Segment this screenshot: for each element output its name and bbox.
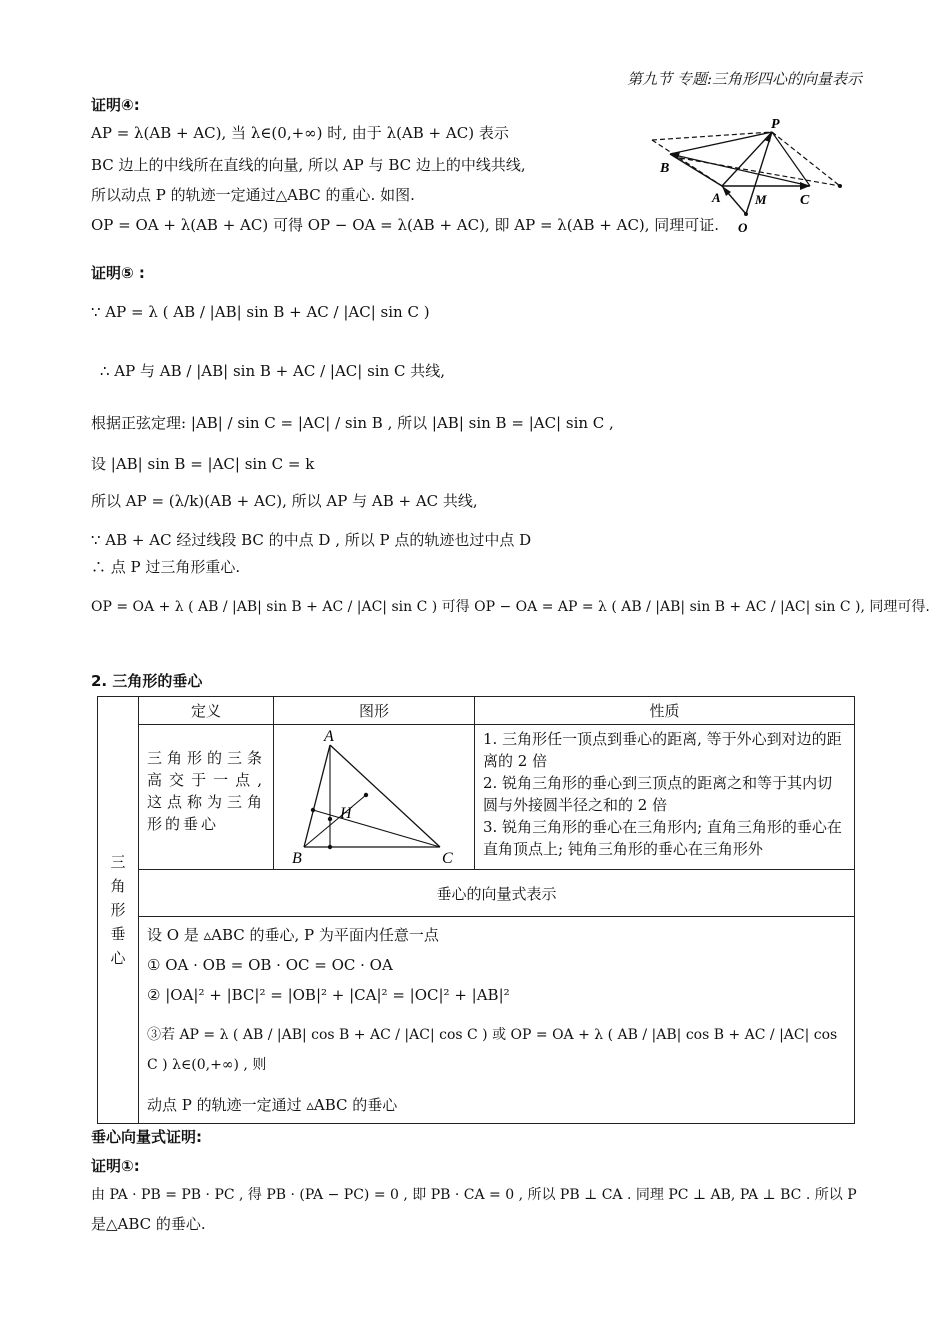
proof5-title: 证明⑤ : — [91, 264, 145, 282]
proof5-line7: ∴ 点 P 过三角形重心. — [91, 558, 241, 576]
properties-cell — [475, 725, 855, 870]
fig-label-O: O — [738, 220, 748, 235]
proof5-line5: 所以 AP = (λ/k)(AB + AC), 所以 AP 与 AB + AC 共线, — [91, 492, 478, 510]
ortho-proof-title: 垂心向量式证明: — [91, 1128, 202, 1146]
orthocenter-table — [97, 696, 855, 1124]
vector-line-2: ② |OA|² + |BC|² = |OB|² + |CA|² = |OC|² + |AB|² — [147, 986, 510, 1004]
fig2-label-C: C — [442, 850, 453, 865]
vector-form-title: 垂心的向量式表示 — [139, 870, 855, 917]
page-header: 第九节 专题:三角形四心的向量表示 — [627, 70, 862, 88]
side-label: 三 角 形 垂 心 — [98, 697, 139, 1124]
property-2: 2. 锐角三角形的垂心到三顶点的距离之和等于其内切圆与外接圆半径之和的 2 倍 — [483, 774, 833, 814]
proof5-line6: ∵ AB + AC 经过线段 BC 的中点 D , 所以 P 点的轨迹也过中点 D — [91, 531, 532, 549]
ortho-proof-line2: 是△ABC 的垂心. — [91, 1215, 206, 1233]
definition-cell: 三角形的三条高交于一点, 这点称为三角形的垂心 — [139, 725, 274, 870]
vector-line-0: 设 O 是 ▵ABC 的垂心, P 为平面内任意一点 — [147, 926, 439, 944]
ortho-proof-sub: 证明①: — [91, 1157, 140, 1175]
vector-line-3: ③若 AP = λ ( AB / |AB| cos B + AC / |AC| cos C ) 或 OP = OA + λ ( AB / |AB| cos B + AC / |AC| cos C ) λ∈(0,+∞) , 则 — [147, 1027, 838, 1073]
vector-line-1: ① OA · OB = OB · OC = OC · OA — [147, 956, 393, 974]
header-definition: 定义 — [139, 697, 274, 725]
fig-label-A: A — [712, 190, 721, 205]
proof4-title: 证明④: — [91, 96, 140, 114]
proof4-line2: BC 边上的中线所在直线的向量, 所以 AP 与 BC 边上的中线共线, — [91, 156, 526, 174]
fig-label-C: C — [800, 193, 810, 208]
proof4-line1: AP = λ(AB + AC), 当 λ∈(0,+∞) 时, 由于 λ(AB + AC) 表示 — [91, 124, 509, 142]
vector-form-cell — [139, 917, 855, 1124]
ortho-proof-line1: 由 PA · PB = PB · PC , 得 PB · (PA − PC) = 0 , 即 PB · CA = 0 , 所以 PB ⊥ CA . 同理 PC ⊥ AB, PA ⊥ BC . 所以 P — [91, 1187, 857, 1203]
fig2-label-H: H — [340, 805, 352, 822]
proof5-line8: OP = OA + λ ( AB / |AB| sin B + AC / |AC| sin C ) 可得 OP − OA = AP = λ ( AB / |AB| sin B + AC / |AC| sin C ), 同理可得. — [91, 599, 930, 615]
header-properties: 性质 — [475, 697, 855, 725]
proof5-line1: ∵ AP = λ ( AB / |AB| sin B + AC / |AC| sin C ) — [91, 303, 430, 321]
fig2-label-B: B — [292, 850, 302, 865]
property-3: 3. 锐角三角形的垂心在三角形内; 直角三角形的垂心在直角顶点上; 钝角三角形的垂心在三角形外 — [483, 818, 842, 858]
proof5-line4: 设 |AB| sin B = |AC| sin C = k — [91, 455, 315, 473]
proof5-line2: ∴ AP 与 AB / |AB| sin B + AC / |AC| sin C 共线, — [100, 362, 446, 380]
figure-cell — [274, 725, 475, 870]
proof4-line4: OP = OA + λ(AB + AC) 可得 OP − OA = λ(AB + AC), 即 AP = λ(AB + AC), 同理可证. — [91, 216, 720, 234]
fig-label-M: M — [755, 192, 767, 207]
centroid-figure — [640, 118, 860, 238]
section2-title: 2. 三角形的垂心 — [91, 672, 203, 690]
orthocenter-figure — [274, 725, 474, 865]
fig-label-B: B — [660, 161, 670, 176]
proof4-line3: 所以动点 P 的轨迹一定通过△ABC 的重心. 如图. — [91, 186, 415, 204]
fig2-label-A: A — [324, 728, 334, 745]
proof5-line3: 根据正弦定理: |AB| / sin C = |AC| / sin B , 所以 |AB| sin B = |AC| sin C , — [91, 414, 614, 432]
fig-label-P: P — [771, 118, 780, 132]
vector-line-4: 动点 P 的轨迹一定通过 ▵ABC 的垂心 — [147, 1096, 398, 1114]
header-figure: 图形 — [274, 697, 475, 725]
property-1: 1. 三角形任一顶点到垂心的距离, 等于外心到对边的距离的 2 倍 — [483, 730, 842, 770]
